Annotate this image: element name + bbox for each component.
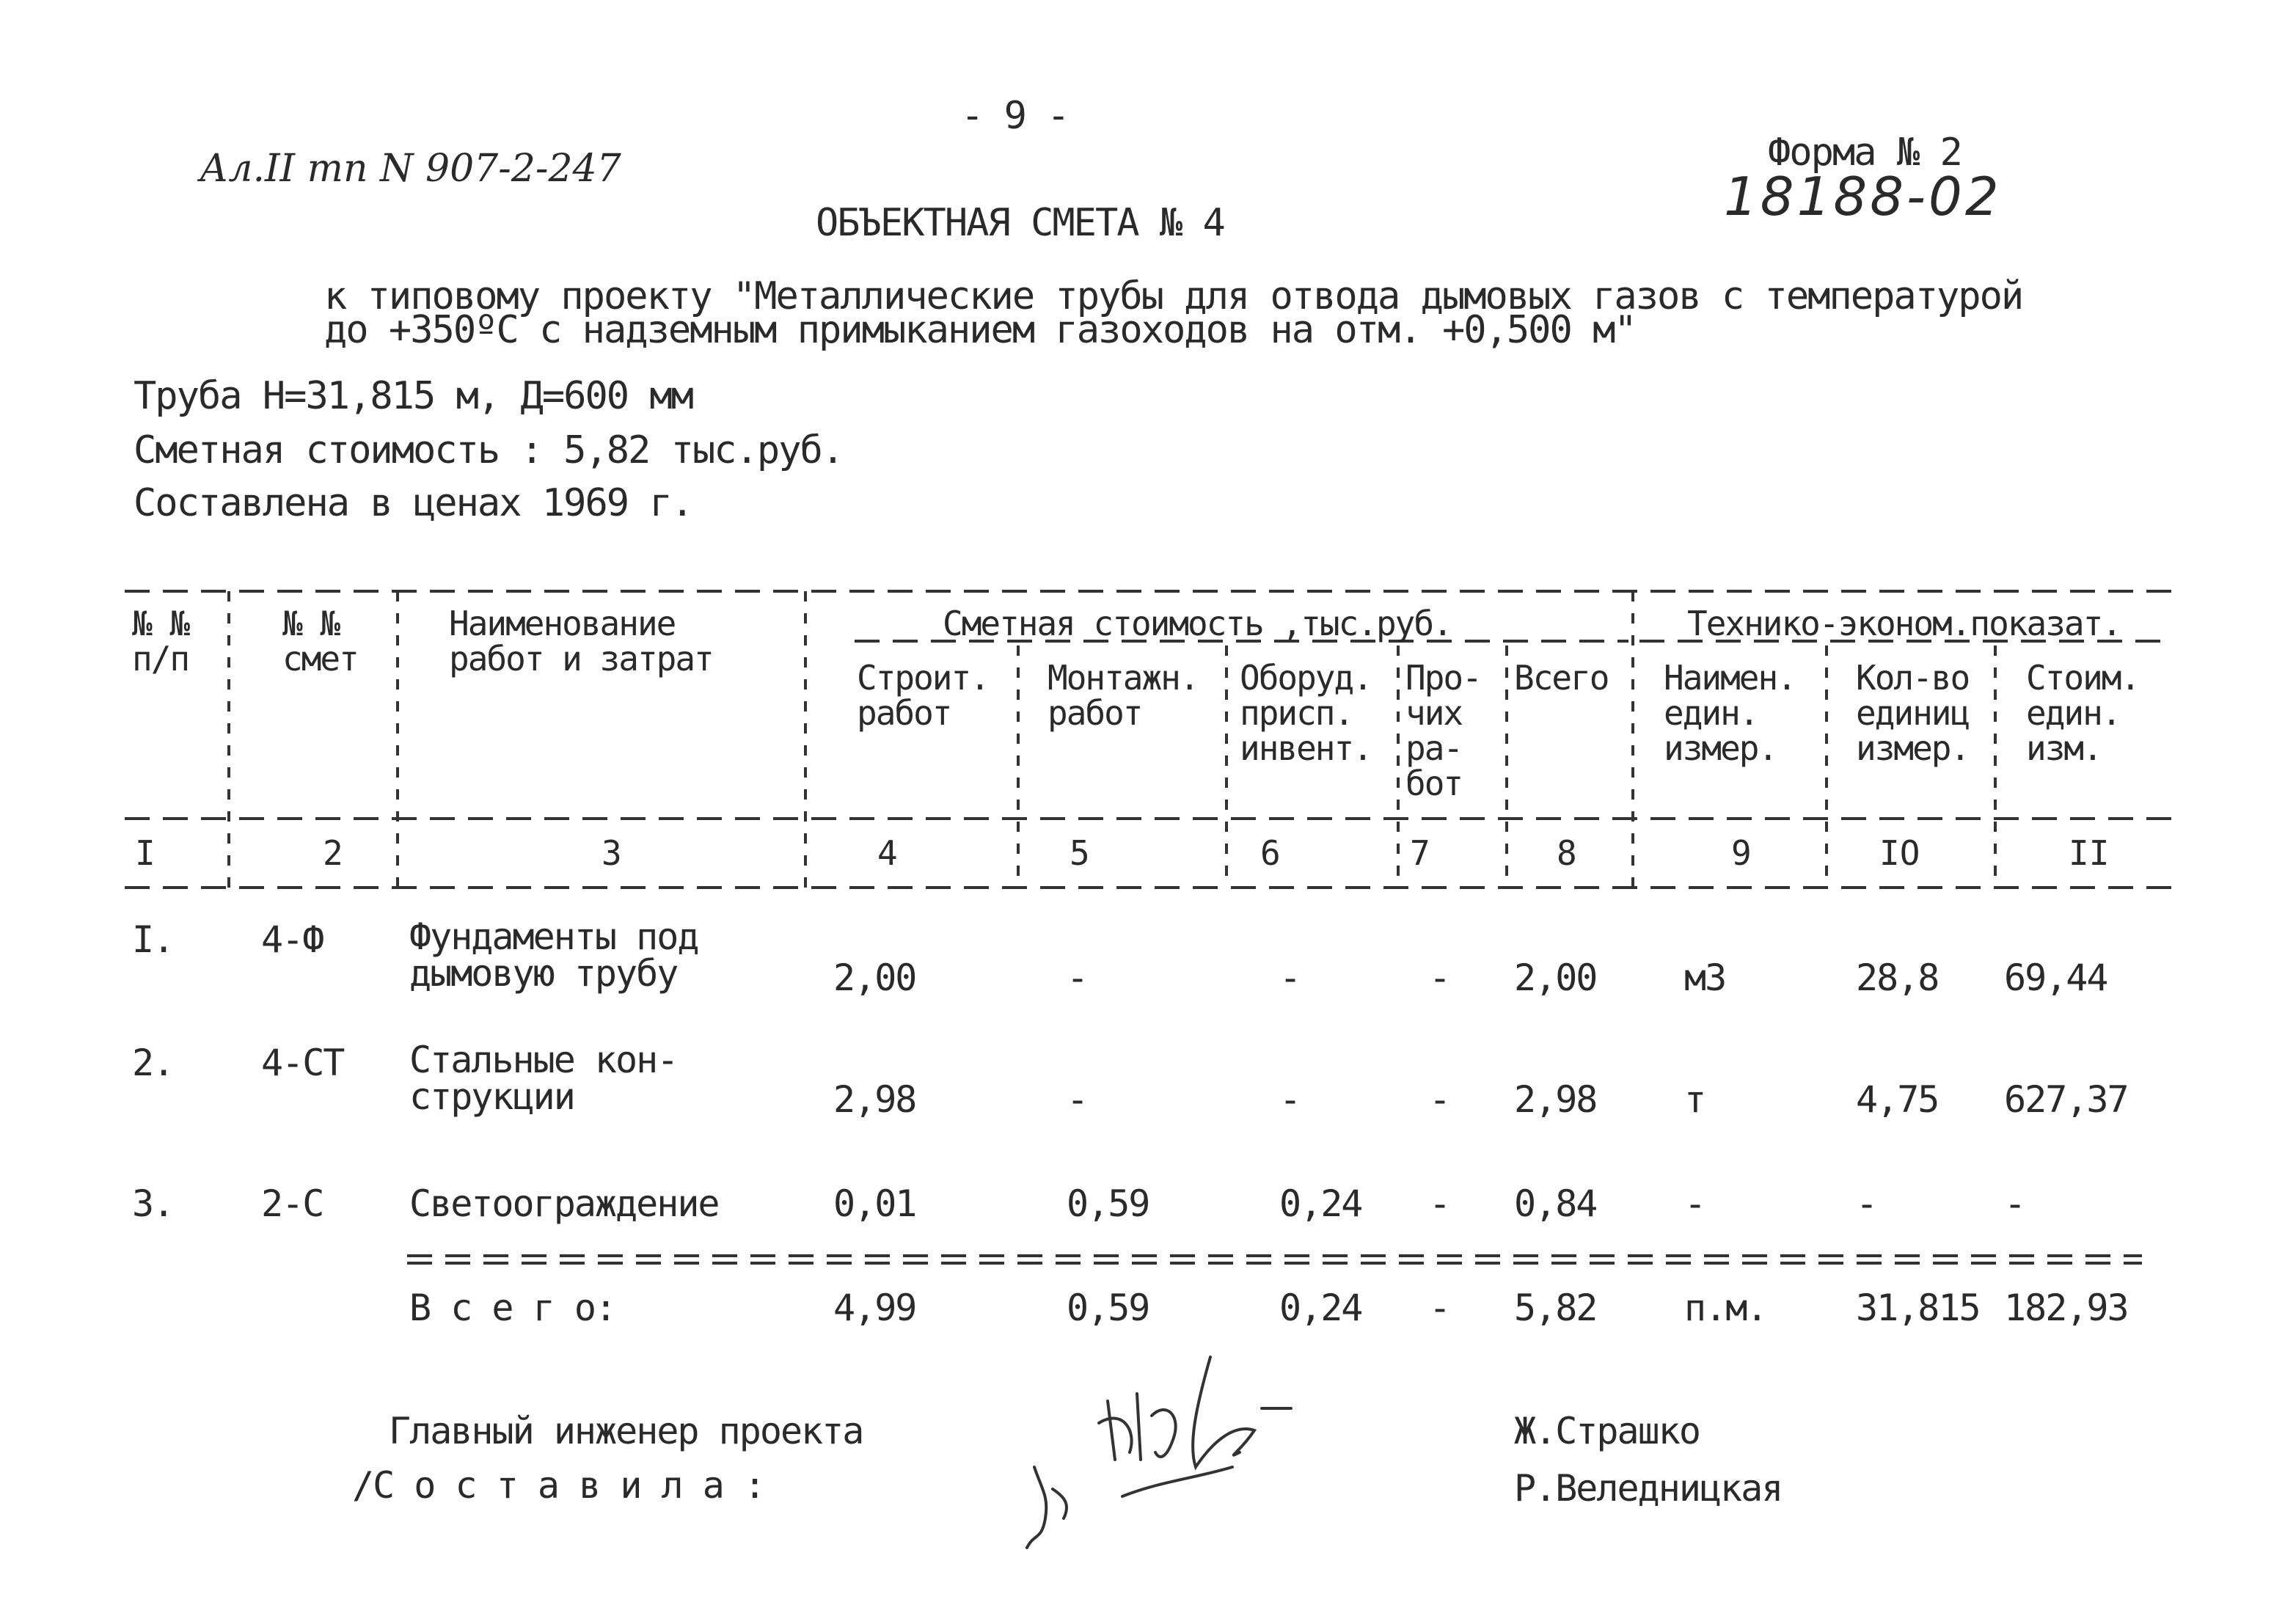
- work-name: Фундаменты под дымовую трубу: [409, 915, 698, 995]
- page-number: - 9 -: [961, 94, 1069, 138]
- info-prices: Составлена в ценах 1969 г.: [134, 481, 692, 525]
- estimate-number: 4-СТ: [261, 1042, 344, 1084]
- other-cost: -: [1429, 1182, 1450, 1225]
- total-cost: 0,84: [1514, 1182, 1597, 1225]
- total-label: В с е г о:: [409, 1287, 616, 1329]
- work-name: Светоограждение: [409, 1182, 719, 1225]
- column-number: 4: [877, 833, 898, 873]
- column-number: 5: [1070, 833, 1090, 873]
- unit-name: м3: [1684, 957, 1726, 999]
- unit-cost: 627,37: [2004, 1078, 2128, 1121]
- mounting-cost: -: [1067, 1078, 1088, 1121]
- unit-cost: -: [2004, 1182, 2025, 1225]
- unit-name: п.м.: [1684, 1287, 1767, 1329]
- total-cost: 5,82: [1514, 1287, 1597, 1329]
- mounting-cost: -: [1067, 957, 1088, 999]
- equipment-cost: 0,24: [1279, 1182, 1362, 1225]
- row-number: 2.: [132, 1042, 174, 1084]
- estimate-number: 2-С: [261, 1182, 323, 1225]
- unit-cost: 182,93: [2004, 1287, 2128, 1329]
- unit-quantity: 31,815: [1856, 1287, 1980, 1329]
- header-tech-group: Технико-эконом.показат.: [1687, 604, 2121, 643]
- handwritten-ref: Ал.II тп N 907-2-247: [200, 147, 621, 191]
- header-unit-cost: Стоим. един. изм.: [2026, 658, 2140, 768]
- header-equipment: Оборуд. присп. инвент.: [1240, 658, 1372, 768]
- column-number: II: [2069, 833, 2110, 873]
- unit-name: -: [1684, 1182, 1705, 1225]
- subtitle-line-2: до +350ºC с надземным примыканием газоходов на отм. +0,500 м": [324, 308, 1636, 352]
- header-total: Всего: [1514, 658, 1609, 698]
- header-other: Про- чих ра- бот: [1405, 658, 1481, 803]
- work-name: Стальные кон- струкции: [409, 1039, 678, 1118]
- construction-cost: 2,98: [833, 1078, 916, 1121]
- other-cost: -: [1429, 957, 1450, 999]
- handwritten-form-code: 18188-02: [1724, 166, 2002, 227]
- unit-quantity: -: [1856, 1182, 1877, 1225]
- form-label: Форма № 2: [1768, 131, 1962, 175]
- mounting-cost: 0,59: [1067, 1182, 1149, 1225]
- other-cost: -: [1429, 1287, 1450, 1329]
- header-unit-name: Наимен. един. измер.: [1664, 658, 1796, 768]
- column-number: 9: [1731, 833, 1752, 873]
- construction-cost: 0,01: [833, 1182, 916, 1225]
- estimate-number: 4-Ф: [261, 918, 323, 961]
- equipment-cost: -: [1279, 957, 1301, 999]
- info-cost: Сметная стоимость : 5,82 тыс.руб.: [134, 428, 844, 472]
- subtitle-line-1: к типовому проекту "Металлические трубы для отвода дымовых газов с температурой: [324, 274, 2023, 318]
- header-mounting: Монтажн. работ: [1048, 658, 1199, 733]
- header-construction: Строит. работ: [857, 658, 989, 733]
- equipment-cost: 0,24: [1279, 1287, 1362, 1329]
- document-title: ОБЪЕКТНАЯ СМЕТА № 4: [816, 201, 1224, 245]
- header-cost-group: Сметная стоимость ,тыс.руб.: [943, 604, 1452, 643]
- total-cost: 2,98: [1514, 1078, 1597, 1121]
- header-unit-quantity: Кол-во единиц измер.: [1856, 658, 1970, 768]
- header-work-name: Наименование работ и затрат: [449, 604, 713, 679]
- header-row-number: № № п/п: [132, 604, 189, 679]
- construction-cost: 2,00: [833, 957, 916, 999]
- unit-cost: 69,44: [2004, 957, 2107, 999]
- column-number: 7: [1410, 833, 1430, 873]
- handwritten-signature: [1012, 1350, 1320, 1555]
- column-number: I: [135, 833, 156, 873]
- row-number: 3.: [132, 1182, 174, 1225]
- equipment-cost: -: [1279, 1078, 1301, 1121]
- row-number: I.: [132, 918, 174, 961]
- chief-engineer-label: Главный инженер проекта: [389, 1410, 863, 1452]
- column-number: 8: [1557, 833, 1577, 873]
- info-pipe: Труба Н=31,815 м, Д=600 мм: [134, 374, 692, 418]
- chief-engineer-name: Ж.Страшко: [1514, 1410, 1700, 1452]
- unit-quantity: 4,75: [1856, 1078, 1939, 1121]
- column-number: 6: [1260, 833, 1281, 873]
- column-number: 3: [602, 833, 622, 873]
- header-estimate-number: № № смет: [282, 604, 358, 679]
- construction-cost: 4,99: [833, 1287, 916, 1329]
- unit-quantity: 28,8: [1856, 957, 1939, 999]
- compiled-by-name: Р.Веледницкая: [1514, 1467, 1783, 1510]
- total-cost: 2,00: [1514, 957, 1597, 999]
- unit-name: т: [1684, 1078, 1705, 1121]
- mounting-cost: 0,59: [1067, 1287, 1149, 1329]
- column-number: 2: [323, 833, 343, 873]
- compiled-by-label: /С о с т а в и л а :: [352, 1464, 765, 1507]
- column-number: IO: [1879, 833, 1920, 873]
- other-cost: -: [1429, 1078, 1450, 1121]
